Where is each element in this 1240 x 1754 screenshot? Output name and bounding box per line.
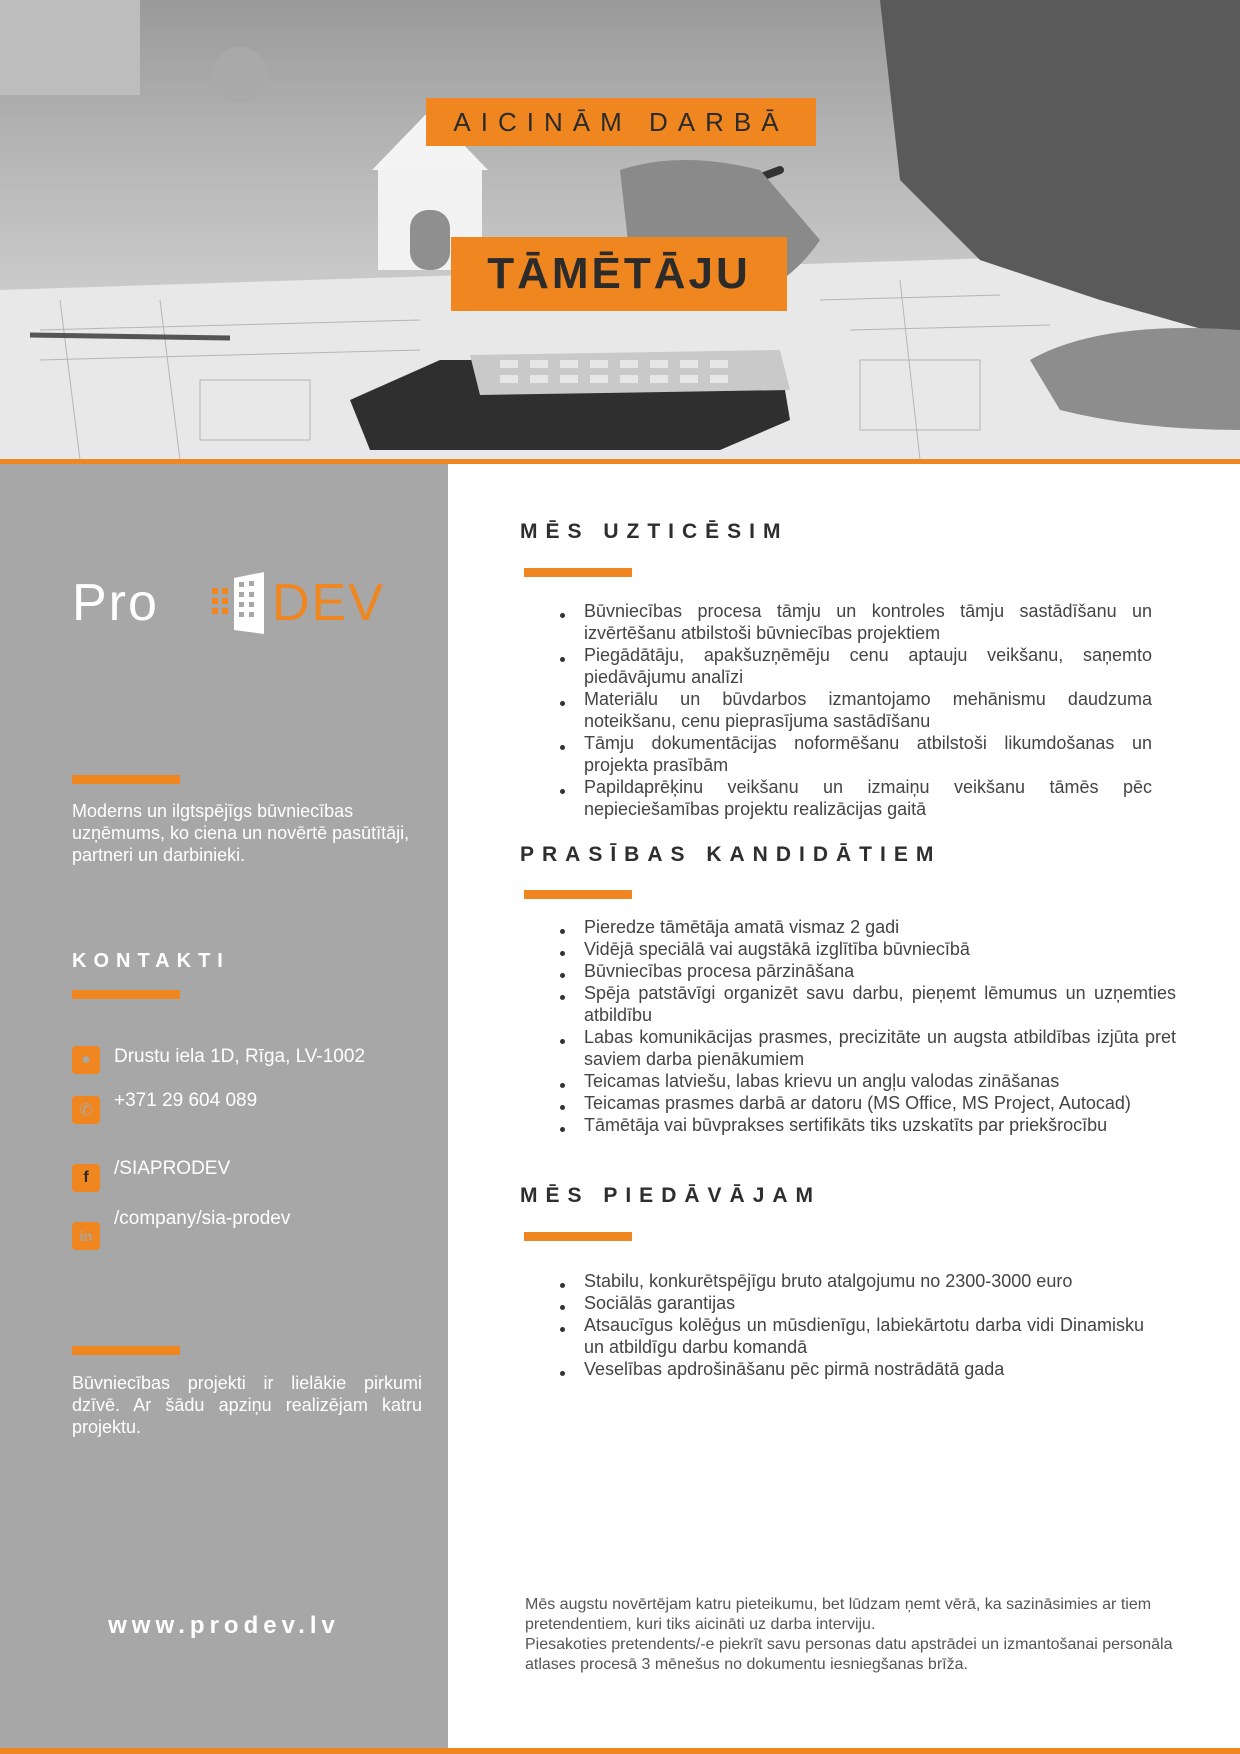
list-item: Atsaucīgus kolēģus un mūsdienīgu, labiekārtotu darba vidi Dinamisku un atbildīgu darbu komandā (560, 1314, 1144, 1358)
requirements-accent (524, 890, 632, 899)
list-item: Tāmētāja vai būvprakses sertifikāts tiks uzskatīts par priekšrocību (560, 1114, 1212, 1136)
hero-tagline: AICINĀM DARBĀ (426, 98, 816, 146)
section-heading-responsibilities: MĒS UZTICĒSIM (520, 520, 789, 543)
company-motto: Būvniecības projekti ir lielākie pirkumi dzīvē. Ar šādu apziņu realizējam katru projektu. (72, 1373, 422, 1437)
offer-accent (524, 1232, 632, 1241)
contact-phone[interactable] (72, 1090, 258, 1124)
list-item: Veselības apdrošināšanu pēc pirmā nostrādātā gada (560, 1358, 1162, 1380)
company-logo (72, 570, 412, 645)
linkedin-link[interactable]: /company/sia-prodev (114, 1208, 291, 1229)
list-item: Papildaprēķinu veikšanu un izmaiņu veikšanu tāmēs pēc nepieciešamības projektu realizācijas gaitā (560, 776, 1152, 820)
logo-text-pro: Pro (72, 574, 159, 632)
description-accent (72, 775, 180, 784)
job-title: TĀMĒTĀJU (451, 237, 787, 311)
contact-linkedin[interactable] (72, 1208, 291, 1250)
list-item: Būvniecības procesa tāmju un kontroles tāmju sastādīšanu un izvērtēšanu atbilstoši būvniecības projektiem (560, 600, 1152, 644)
facebook-link[interactable]: /SIAPRODEV (114, 1158, 231, 1179)
list-item: Sociālās garantijas (560, 1292, 1162, 1314)
section-heading-requirements: PRASĪBAS KANDIDĀTIEM (520, 843, 942, 866)
company-description: Moderns un ilgtspējīgs būvniecības uzņēmums, ko ciena un novērtē pasūtītāji, partneri un darbinieki. (72, 801, 410, 865)
location-icon: ● (72, 1046, 100, 1074)
list-item: Teicamas latviešu, labas krievu un angļu valodas zināšanas (560, 1070, 1212, 1092)
hero-banner (0, 0, 1240, 460)
footnote (525, 1595, 1200, 1675)
list-item: Labas komunikācijas prasmes, precizitāte un augsta atbildības izjūta pret saviem darba pienākumiem (560, 1026, 1176, 1070)
contacts-accent (72, 990, 180, 999)
contacts-heading: KONTAKTI (72, 950, 230, 972)
list-item: Piegādātāju, apakšuzņēmēju cenu aptauju veikšanu, saņemto piedāvājumu analīzi (560, 644, 1152, 688)
website-link[interactable]: www.prodev.lv (108, 1612, 340, 1639)
linkedin-icon: in (72, 1222, 100, 1250)
footnote-data-consent: Piesakoties pretendents/-e piekrīt savu personas datu apstrādei un izmantošanai personāla atlases procesā 3 mēnešus no dokumentu iesniegšanas brīža. (525, 1636, 1173, 1673)
list-item: Materiālu un būvdarbos izmantojamo mehānismu daudzuma noteikšanu, cenu pieprasījuma sastādīšanu (560, 688, 1152, 732)
address-text: Drustu iela 1D, Rīga, LV-1002 (114, 1046, 366, 1067)
responsibilities-accent (524, 568, 632, 577)
contact-address (72, 1046, 365, 1074)
bottom-accent-bar (0, 1748, 1240, 1754)
section-heading-offer: MĒS PIEDĀVĀJAM (520, 1184, 822, 1207)
phone-text[interactable]: +371 29 604 089 (114, 1090, 258, 1111)
contact-facebook[interactable] (72, 1158, 231, 1192)
list-item: Pieredze tāmētāja amatā vismaz 2 gadi (560, 916, 1212, 938)
responsibilities-list (560, 600, 1152, 820)
list-item: Spēja patstāvīgi organizēt savu darbu, pieņemt lēmumus un uzņemties atbildību (560, 982, 1176, 1026)
facebook-icon: f (72, 1164, 100, 1192)
motto-accent (72, 1346, 180, 1355)
requirements-list (560, 916, 1212, 1136)
list-item: Stabilu, konkurētspējīgu bruto atalgojumu no 2300-3000 euro (560, 1270, 1162, 1292)
hero-photo (0, 0, 1240, 460)
list-item: Tāmju dokumentācijas noformēšanu atbilstoši likumdošanas un projekta prasībām (560, 732, 1152, 776)
list-item: Būvniecības procesa pārzināšana (560, 960, 1212, 982)
footnote-interview-note: Mēs augstu novērtējam katru pieteikumu, bet lūdzam ņemt vērā, ka sazināsimies ar tiem pretendentiem, kuri tiks aicināti uz darba interviju. (525, 1596, 1152, 1633)
offer-list (560, 1270, 1162, 1380)
list-item: Vidējā speciālā vai augstākā izglītība būvniecībā (560, 938, 1212, 960)
logo-text-dev: DEV (272, 574, 385, 632)
phone-icon: ✆ (72, 1096, 100, 1124)
list-item: Teicamas prasmes darbā ar datoru (MS Office, MS Project, Autocad) (560, 1092, 1212, 1114)
